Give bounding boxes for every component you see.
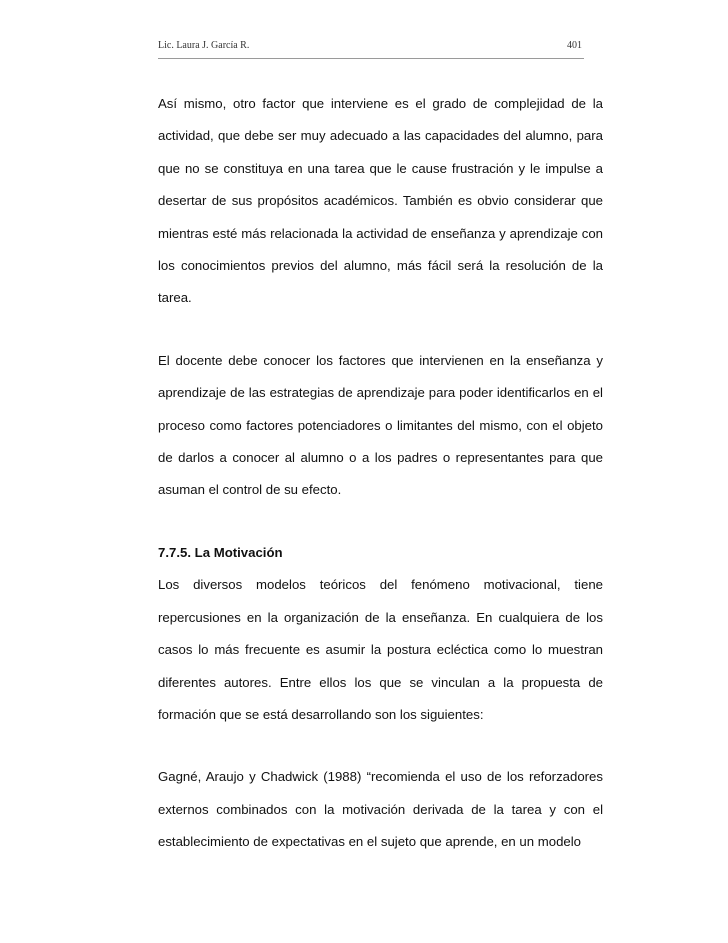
page-number: 401 [567, 40, 582, 51]
document-body [158, 88, 603, 859]
paragraph-1: Así mismo, otro factor que interviene es el grado de complejidad de la actividad, que debe ser muy adecuado a las capacidades del alumno, para que no se constituya en una tarea que le cause frustración y le impulse a desertar de sus propósitos académicos. También es obvio considerar que mientras esté más relacionada la actividad de enseñanza y aprendizaje con los conocimientos previos del alumno, más fácil será la resolución de la tarea. [158, 96, 603, 306]
paragraph-2: El docente debe conocer los factores que intervienen en la enseñanza y aprendizaje de las estrategias de aprendizaje para poder identificarlos en el proceso como factores potenciadores o limitantes del mismo, con el objeto de darlos a conocer al alumno o a los padres o representantes para que asuman el control de su efecto. [158, 352, 603, 498]
section-heading: 7.7.5. La Motivación [158, 544, 283, 560]
page-header [158, 38, 584, 59]
section-paragraph-2: Gagné, Araujo y Chadwick (1988) “recomienda el uso de los reforzadores externos combinados con la motivación derivada de la tarea y con el establecimiento de expectativas en el sujeto que aprende, en un modelo [158, 769, 603, 850]
header-author: Lic. Laura J. García R. [158, 40, 250, 51]
section-paragraph-1: Los diversos modelos teóricos del fenómeno motivacional, tiene repercusiones en la organización de la enseñanza. En cualquiera de los casos lo más frecuente es asumir la postura ecléctica como lo muestran diferentes autores. Entre ellos los que se vinculan a la propuesta de formación que se está desarrollando son los siguientes: [158, 577, 603, 722]
